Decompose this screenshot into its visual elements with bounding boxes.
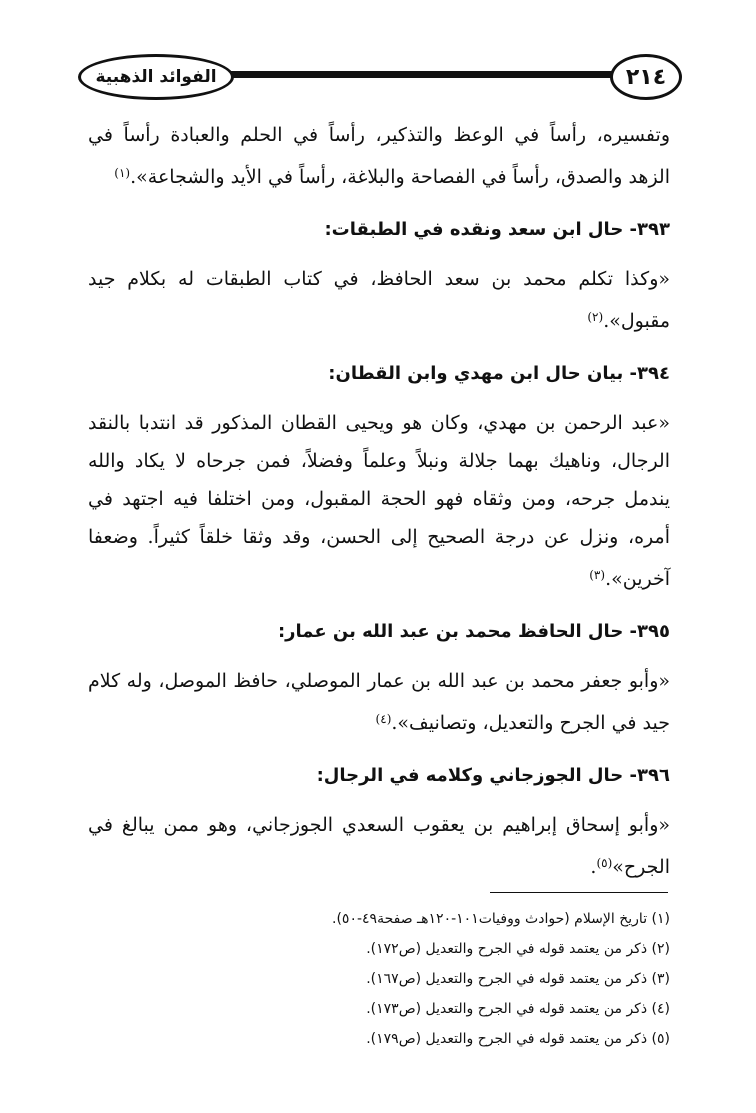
footnotes [88, 904, 670, 1054]
paragraph [88, 806, 670, 886]
header-rule [220, 71, 614, 78]
paragraph [88, 116, 670, 196]
paragraph [88, 662, 670, 742]
section-heading: ٣٩٥- حال الحافظ محمد بن عبد الله بن عمار: [277, 621, 670, 642]
section-heading: ٣٩٦- حال الجوزجاني وكلامه في الرجال: [316, 765, 670, 786]
section-heading: ٣٩٣- حال ابن سعد ونقده في الطبقات: [324, 219, 670, 240]
paragraph [88, 404, 670, 598]
paragraph [88, 260, 670, 340]
footnote-ref: (٥) [596, 856, 613, 870]
paragraph-text: «عبد الرحمن بن مهدي، وكان هو ويحيى القطان المذكور قد انتدبا بالنقد الرجال، وناهيك بهما جلالة ونبلاً وعلماً وفضلاً، فمن جرحاه لا يكاد والله يندمل جرحه، ومن وثقاه فهو الحجة المقبول، ومن اختلفا فيه اجتهد في أمره، ونزل عن درجة الصحيح إلى الحسن، وقد وثقا خلقاً كثيراً. وضعفا آخرين». [88, 412, 670, 590]
footnote-item: (١) تاريخ الإسلام (حوادث ووفيات١٠١-١٢٠هـ صفحة٤٩-٥٠). [332, 911, 670, 927]
footnote-item: (٣) ذكر من يعتمد قوله في الجرح والتعديل (ص١٦٧). [366, 971, 670, 987]
page-number: ٢١٤ [610, 54, 682, 100]
footnote-ref: (٢) [587, 310, 604, 324]
footnote-ref: (٣) [589, 568, 606, 582]
paragraph-text: وتفسيره، رأساً في الوعظ والتذكير، رأساً في الحلم والعبادة رأساً في الزهد والصدق، رأساً في الفصاحة والبلاغة، رأساً في الأيد والشجاعة». [88, 124, 670, 188]
page-header [70, 52, 682, 102]
book-title: الفوائد الذهبية [78, 54, 234, 100]
footnote-separator [490, 892, 668, 893]
footnote-ref: (١) [114, 166, 131, 180]
section-heading: ٣٩٤- بيان حال ابن مهدي وابن القطان: [328, 363, 670, 384]
paragraph-text: «وأبو إسحاق إبراهيم بن يعقوب السعدي الجوزجاني، وهو ممن يبالغ في الجرح» [88, 814, 670, 878]
paragraph-text: «وكذا تكلم محمد بن سعد الحافظ، في كتاب الطبقات له بكلام جيد مقبول». [88, 268, 670, 332]
paragraph-text: «وأبو جعفر محمد بن عبد الله بن عمار الموصلي، حافظ الموصل، وله كلام جيد في الجرح والتعديل، وتصانيف». [88, 670, 670, 734]
footnote-item: (٥) ذكر من يعتمد قوله في الجرح والتعديل (ص١٧٩). [366, 1031, 670, 1047]
paragraph-end-punct: . [590, 856, 597, 878]
footnote-item: (٤) ذكر من يعتمد قوله في الجرح والتعديل (ص١٧٣). [366, 1001, 670, 1017]
footnote-ref: (٤) [375, 712, 392, 726]
main-text [88, 116, 670, 886]
footnote-item: (٢) ذكر من يعتمد قوله في الجرح والتعديل (ص١٧٢). [366, 941, 670, 957]
